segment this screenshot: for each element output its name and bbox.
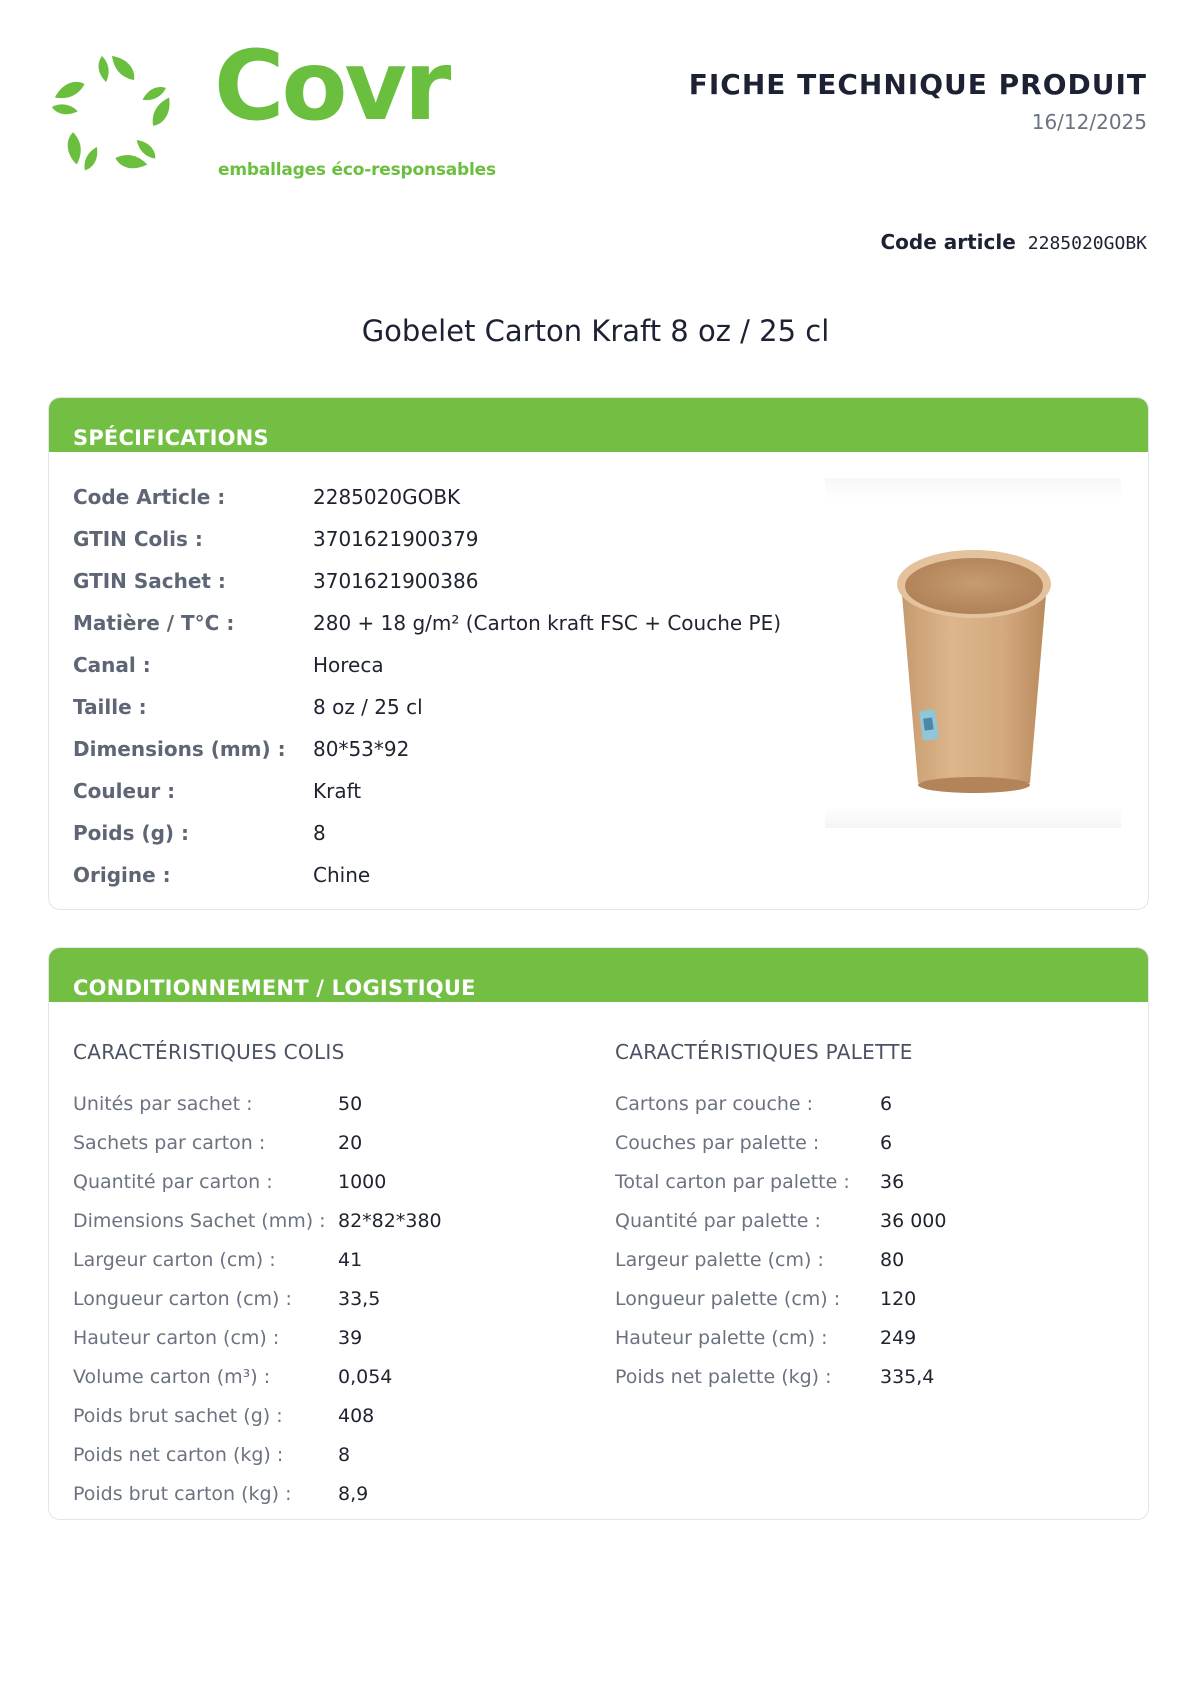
- spec-row: [73, 644, 781, 686]
- colis-value: 20: [338, 1131, 363, 1154]
- spec-value: Horeca: [313, 653, 384, 677]
- colis-value: 41: [338, 1248, 363, 1271]
- document-date: 16/12/2025: [1031, 110, 1147, 134]
- colis-label: Poids net carton (kg) :: [73, 1443, 284, 1466]
- spec-row: [73, 812, 781, 854]
- colis-label: Longueur carton (cm) :: [73, 1287, 292, 1310]
- spec-value: 2285020GOBK: [313, 485, 461, 509]
- spec-value: Kraft: [313, 779, 362, 803]
- spec-row: [73, 560, 781, 602]
- spec-label: Origine :: [73, 863, 171, 887]
- palette-column: [615, 1040, 946, 1396]
- palette-row: [615, 1279, 946, 1318]
- specifications-header: [49, 398, 1148, 452]
- spec-value: Chine: [313, 863, 371, 887]
- colis-label: Unités par sachet :: [73, 1092, 253, 1115]
- spec-label: Dimensions (mm) :: [73, 737, 286, 761]
- spec-row: [73, 476, 781, 518]
- spec-value: 80*53*92: [313, 737, 410, 761]
- palette-value: 36: [880, 1170, 905, 1193]
- colis-title: CARACTÉRISTIQUES COLIS: [73, 1040, 345, 1064]
- spec-row: [73, 686, 781, 728]
- spec-row: [73, 854, 781, 896]
- kraft-cup-image: [825, 478, 1121, 828]
- article-code-value: 2285020GOBK: [1027, 233, 1147, 254]
- article-code-row: [880, 230, 1147, 254]
- palette-row: [615, 1201, 946, 1240]
- palette-value: 335,4: [880, 1365, 935, 1388]
- palette-label: Hauteur palette (cm) :: [615, 1326, 828, 1349]
- colis-row: [73, 1201, 442, 1240]
- logistics-header: [49, 948, 1148, 1002]
- colis-row: [73, 1240, 442, 1279]
- spec-value: 3701621900379: [313, 527, 479, 551]
- spec-label: Canal :: [73, 653, 151, 677]
- colis-row: [73, 1318, 442, 1357]
- product-title: Gobelet Carton Kraft 8 oz / 25 cl: [361, 314, 830, 348]
- colis-row: [73, 1123, 442, 1162]
- colis-value: 408: [338, 1404, 375, 1427]
- colis-row: [73, 1474, 442, 1513]
- colis-row: [73, 1084, 442, 1123]
- colis-value: 0,054: [338, 1365, 393, 1388]
- palette-label: Total carton par palette :: [615, 1170, 850, 1193]
- spec-row: [73, 518, 781, 560]
- colis-label: Largeur carton (cm) :: [73, 1248, 276, 1271]
- brand-name: Covr: [214, 30, 449, 142]
- spec-label: Couleur :: [73, 779, 176, 803]
- colis-value: 8: [338, 1443, 351, 1466]
- spec-value: 280 + 18 g/m² (Carton kraft FSC + Couche PE): [313, 611, 782, 635]
- palette-row: [615, 1357, 946, 1396]
- leaf-ring-icon: [48, 52, 176, 180]
- colis-label: Dimensions Sachet (mm) :: [73, 1209, 326, 1232]
- colis-value: 39: [338, 1326, 363, 1349]
- palette-value: 120: [880, 1287, 917, 1310]
- palette-row: [615, 1162, 946, 1201]
- colis-label: Volume carton (m³) :: [73, 1365, 271, 1388]
- product-image: [825, 478, 1121, 828]
- colis-row: [73, 1162, 442, 1201]
- colis-row: [73, 1357, 442, 1396]
- spec-label: GTIN Colis :: [73, 527, 203, 551]
- palette-label: Quantité par palette :: [615, 1209, 821, 1232]
- brand-logo: [48, 30, 498, 188]
- colis-label: Quantité par carton :: [73, 1170, 273, 1193]
- spec-label: Matière / T°C :: [73, 611, 235, 635]
- palette-row: [615, 1240, 946, 1279]
- palette-label: Longueur palette (cm) :: [615, 1287, 841, 1310]
- spec-label: GTIN Sachet :: [73, 569, 226, 593]
- colis-label: Sachets par carton :: [73, 1131, 266, 1154]
- colis-row: [73, 1396, 442, 1435]
- colis-row: [73, 1279, 442, 1318]
- colis-value: 50: [338, 1092, 363, 1115]
- colis-label: Poids brut carton (kg) :: [73, 1482, 292, 1505]
- specifications-list: [73, 476, 781, 896]
- colis-column: [73, 1040, 442, 1513]
- image-bottom-edge: [825, 806, 1121, 828]
- palette-value: 36 000: [880, 1209, 947, 1232]
- spec-row: [73, 728, 781, 770]
- spec-label: Poids (g) :: [73, 821, 189, 845]
- document-title: FICHE TECHNIQUE PRODUIT: [688, 68, 1147, 101]
- palette-label: Couches par palette :: [615, 1131, 820, 1154]
- spec-row: [73, 770, 781, 812]
- colis-label: Hauteur carton (cm) :: [73, 1326, 280, 1349]
- spec-value: 8: [313, 821, 326, 845]
- spec-row: [73, 602, 781, 644]
- spec-label: Code Article :: [73, 485, 226, 509]
- spec-value: 8 oz / 25 cl: [313, 695, 423, 719]
- colis-label: Poids brut sachet (g) :: [73, 1404, 283, 1427]
- logistics-heading: CONDITIONNEMENT / LOGISTIQUE: [73, 976, 476, 1000]
- colis-value: 8,9: [338, 1482, 369, 1505]
- palette-row: [615, 1084, 946, 1123]
- palette-label: Cartons par couche :: [615, 1092, 814, 1115]
- colis-value: 33,5: [338, 1287, 381, 1310]
- palette-row: [615, 1123, 946, 1162]
- brand-tagline: emballages éco-responsables: [218, 160, 496, 180]
- palette-value: 6: [880, 1131, 893, 1154]
- article-code-label: Code article: [880, 230, 1016, 254]
- palette-value: 249: [880, 1326, 917, 1349]
- colis-value: 1000: [338, 1170, 387, 1193]
- specifications-card: [48, 397, 1149, 910]
- colis-value: 82*82*380: [338, 1209, 442, 1232]
- palette-title: CARACTÉRISTIQUES PALETTE: [615, 1040, 913, 1064]
- spec-value: 3701621900386: [313, 569, 479, 593]
- palette-value: 80: [880, 1248, 905, 1271]
- palette-label: Poids net palette (kg) :: [615, 1365, 832, 1388]
- specifications-heading: SPÉCIFICATIONS: [73, 426, 269, 450]
- logistics-card: [48, 947, 1149, 1520]
- palette-value: 6: [880, 1092, 893, 1115]
- colis-row: [73, 1435, 442, 1474]
- palette-row: [615, 1318, 946, 1357]
- spec-label: Taille :: [73, 695, 147, 719]
- palette-label: Largeur palette (cm) :: [615, 1248, 824, 1271]
